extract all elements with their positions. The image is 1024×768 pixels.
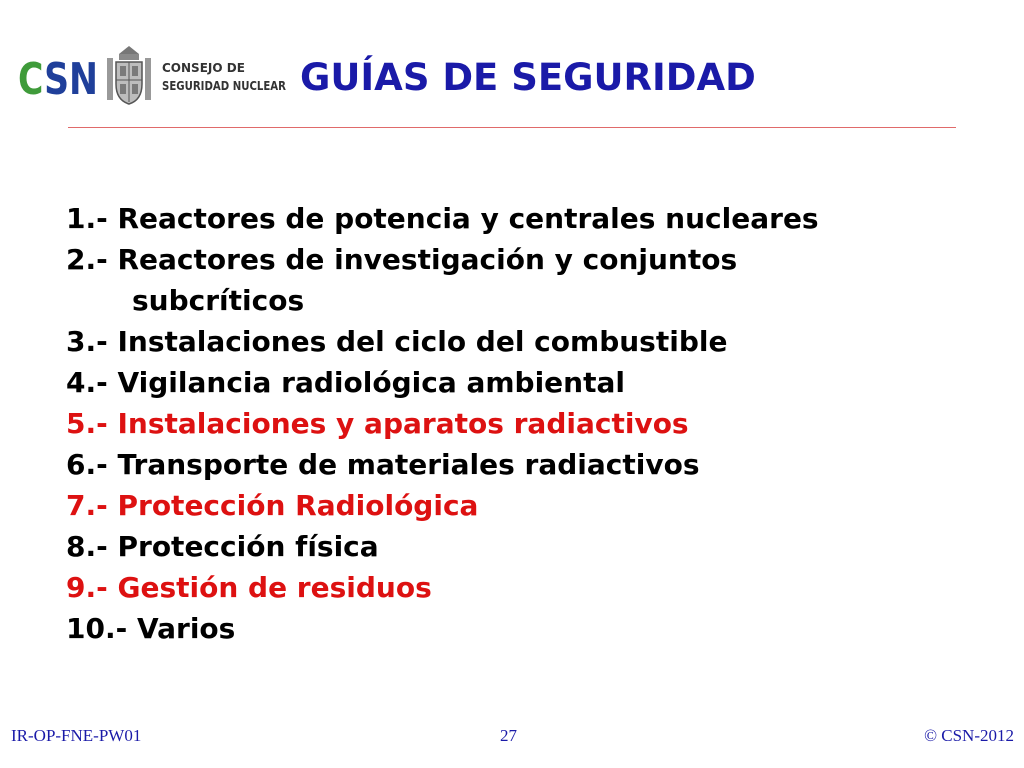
logo-line-2: SEGURIDAD NUCLEAR — [162, 79, 286, 93]
list-item: 3.- Instalaciones del ciclo del combustible — [66, 325, 728, 358]
csn-logo — [18, 44, 288, 108]
list-item: 8.- Protección física — [66, 530, 379, 563]
logo-line-1: CONSEJO DE — [162, 61, 245, 75]
list-item-continuation: subcríticos — [132, 284, 305, 317]
footer-document-code: IR-OP-FNE-PW01 — [11, 726, 142, 745]
list-item: 7.- Protección Radiológica — [66, 489, 479, 522]
list-item: 4.- Vigilancia radiológica ambiental — [66, 366, 625, 399]
logo-sn: SN — [44, 54, 113, 105]
coat-of-arms-icon — [107, 46, 151, 104]
svg-text:CSN — [18, 54, 113, 105]
footer-copyright: © CSN-2012 — [924, 726, 1014, 745]
list-item: 5.- Instalaciones y aparatos radiactivos — [66, 407, 689, 440]
list-item: 9.- Gestión de residuos — [66, 571, 432, 604]
list-item: 10.- Varios — [66, 612, 236, 645]
list-item: 6.- Transporte de materiales radiactivos — [66, 448, 700, 481]
list-item: 2.- Reactores de investigación y conjuntos — [66, 243, 738, 276]
title-divider — [68, 127, 956, 128]
logo-c: C — [18, 54, 52, 105]
slide-title: GUÍAS DE SEGURIDAD — [300, 56, 756, 99]
guides-list — [66, 198, 819, 649]
footer-page-number: 27 — [500, 726, 517, 745]
list-item: 1.- Reactores de potencia y centrales nucleares — [66, 202, 819, 235]
